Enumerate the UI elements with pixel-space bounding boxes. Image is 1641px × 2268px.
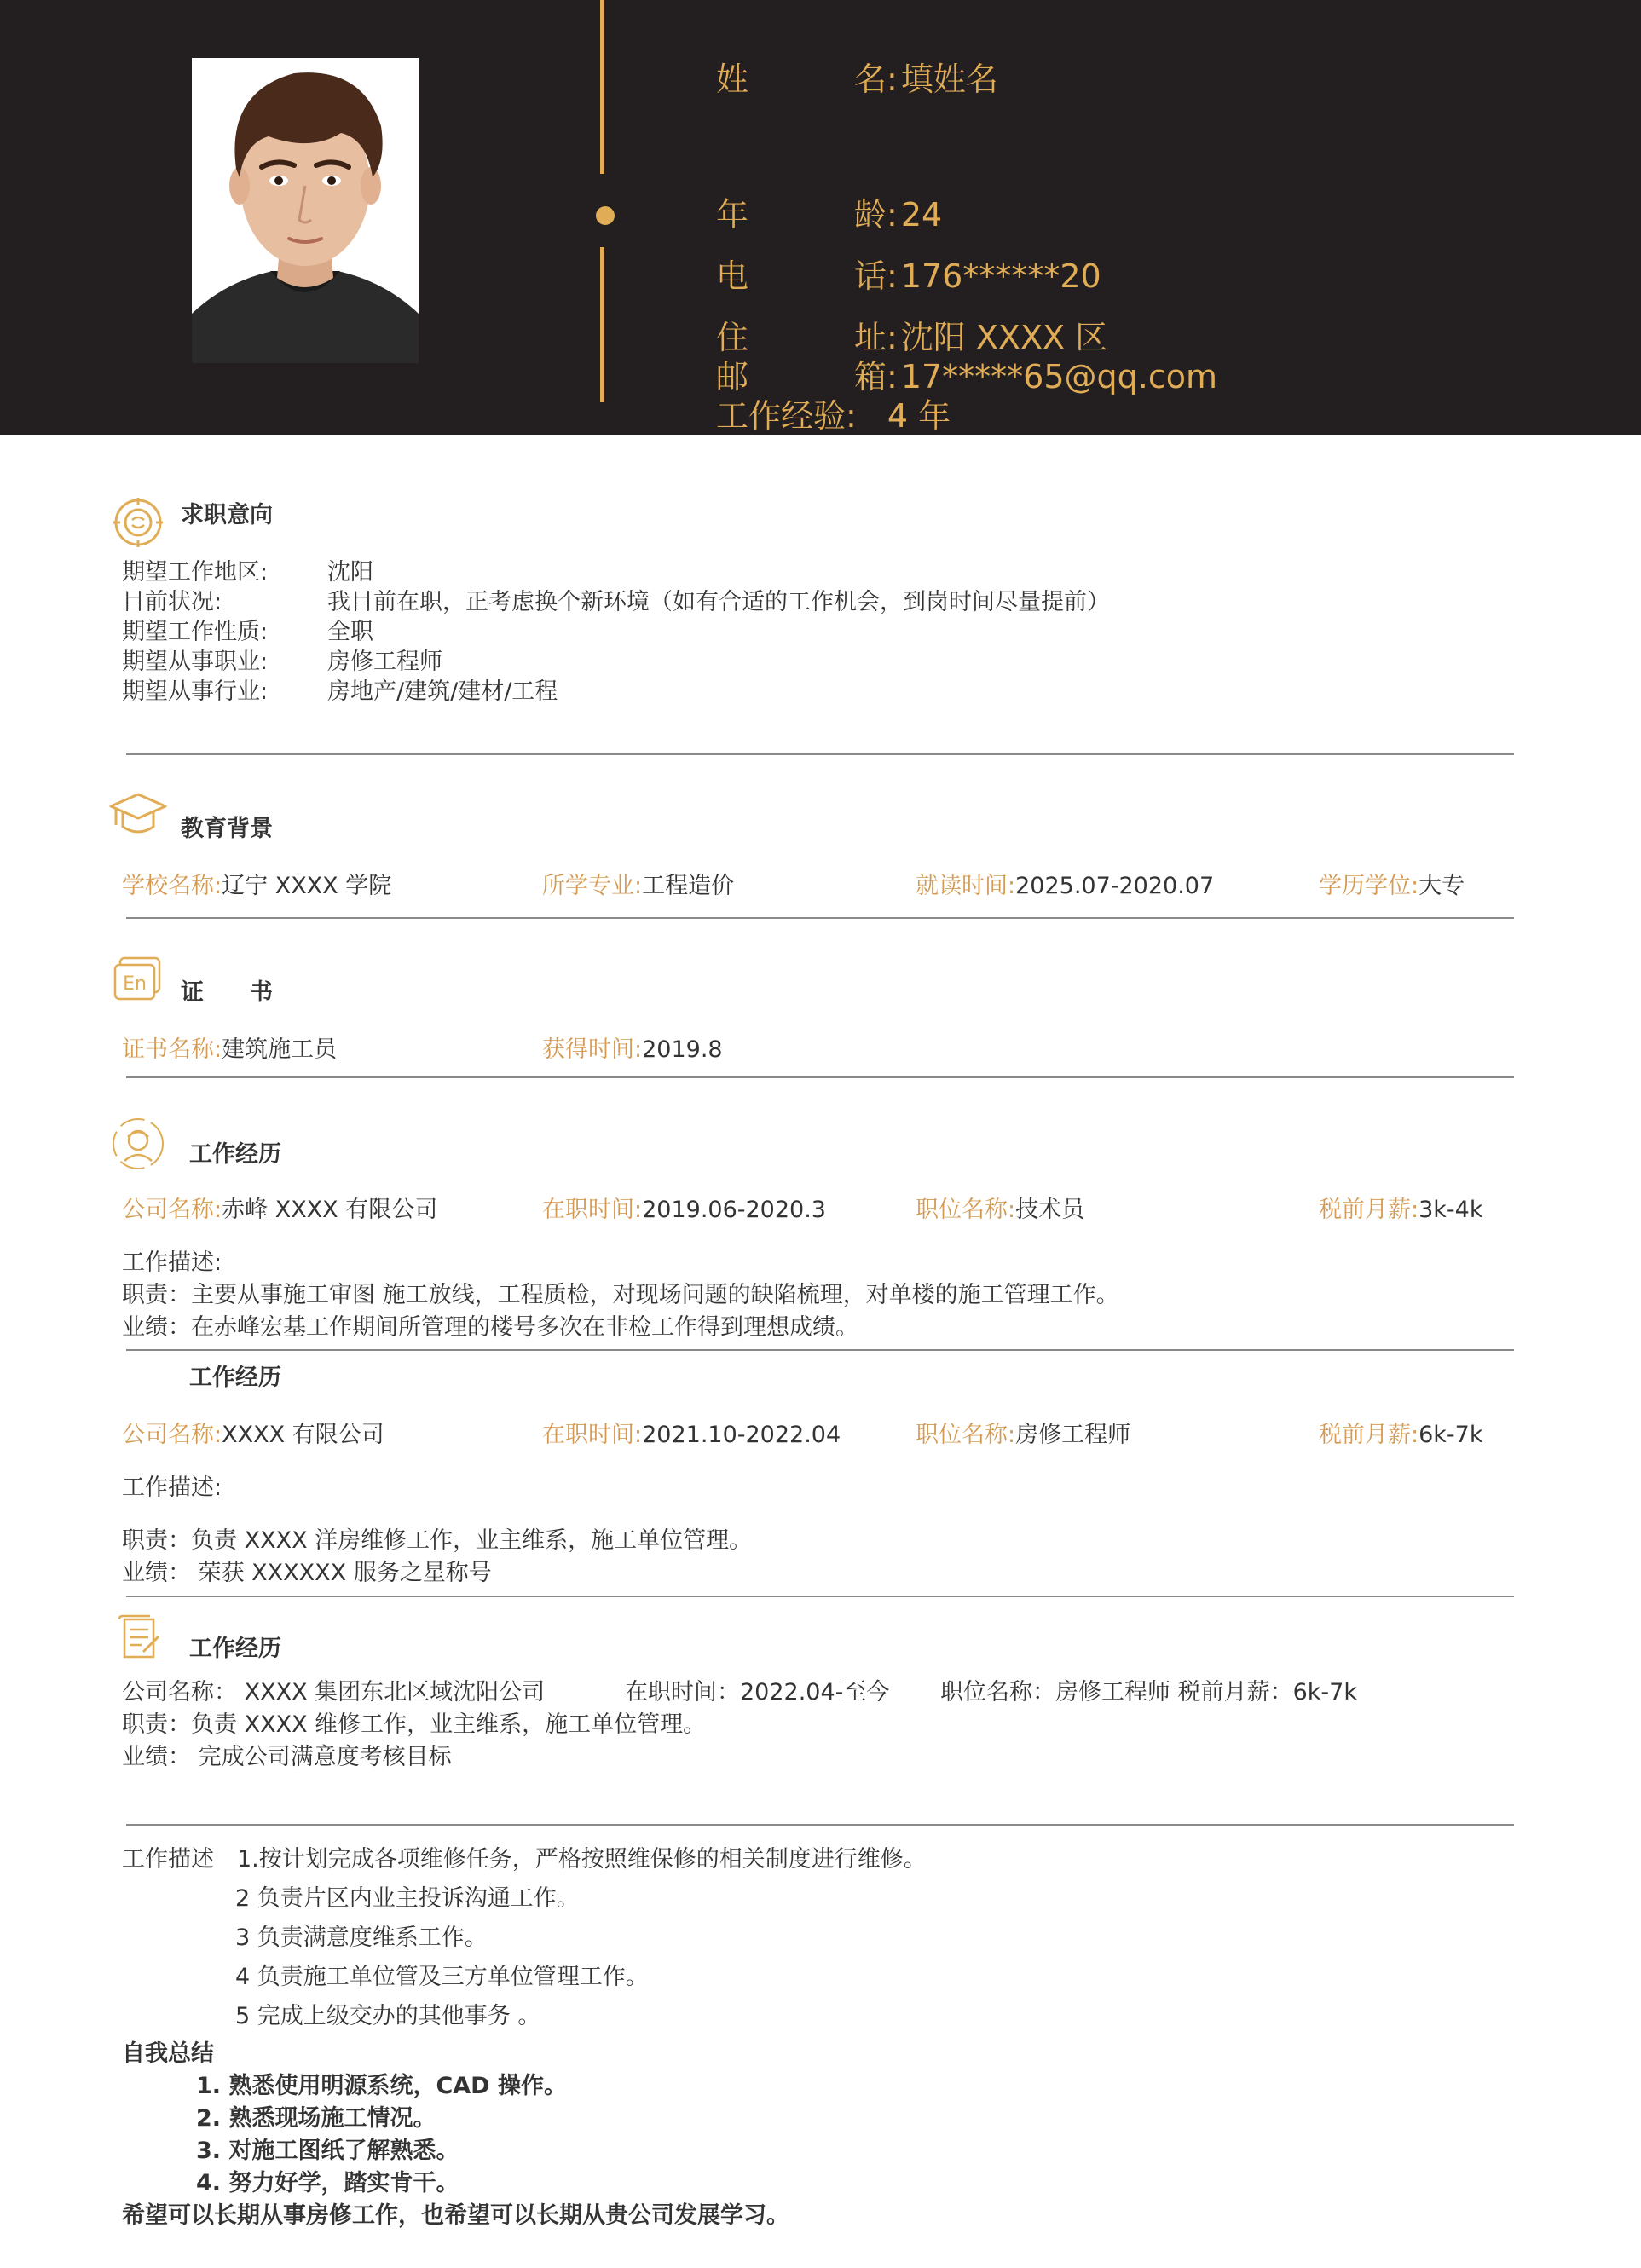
education-period [916,871,1214,902]
period-value: 2021.10-2022.04 [642,1422,841,1448]
email-label: 邮箱 [716,358,887,395]
period-label: 在职时间: [542,1197,643,1223]
education-title: 教育背景 [181,816,273,842]
experience-label: 工作经验: [716,397,857,435]
work3-title: 工作经历 [189,1636,281,1662]
intent-status-value: 我目前在职，正考虑换个新环境（如有合适的工作机会，到岗时间尽量提前） [327,589,1110,615]
certificate-title: 证 书 [181,979,273,1006]
intent-job-label: 期望从事职业: [122,649,269,675]
divider [126,1824,1514,1826]
company-value: XXXX 有限公司 [222,1422,384,1448]
avatar-illustration [192,58,419,363]
header-age-row: 年龄: 24 [716,196,943,234]
period-label: 在职时间: [542,1422,643,1448]
intent-type-label: 期望工作性质: [122,619,269,645]
worker-icon [111,1117,165,1171]
salary-label: 税前月薪: [1319,1422,1419,1448]
timeline-dot [596,206,615,225]
work1-period [542,1195,826,1226]
desc-item: 3 负责满意度维系工作。 [235,1925,488,1951]
company-value: 赤峰 XXXX 有限公司 [222,1197,438,1223]
education-degree [1319,871,1465,902]
work2-title: 工作经历 [189,1365,281,1391]
desc-item: 4 负责施工单位管及三方单位管理工作。 [235,1964,649,1990]
work3-period: 在职时间：2022.04-至今 [625,1679,890,1705]
work1-desc-label: 工作描述: [122,1249,222,1276]
summary-item: 2. 熟悉现场施工情况。 [196,2105,436,2132]
desc-item: 5 完成上级交办的其他事务 。 [235,2003,541,2029]
period-value: 2019.06-2020.3 [642,1197,826,1223]
work2-position [916,1420,1130,1451]
work1-title: 工作经历 [189,1141,281,1168]
position-value: 技术员 [1015,1197,1085,1223]
intent-industry-value: 房地产/建筑/建材/工程 [327,678,558,705]
period-value: 2025.07-2020.07 [1015,873,1215,899]
certificate-date [542,1035,723,1065]
company-label: 公司名称: [122,1197,222,1223]
resume-header [0,0,1641,435]
school-value: 辽宁 XXXX 学院 [222,873,392,899]
certificate-name [122,1035,337,1065]
cert-name-label: 证书名称: [122,1036,222,1063]
education-school [122,871,391,902]
divider [126,1596,1514,1597]
work2-company [122,1420,384,1451]
svg-text:En: En [123,973,147,995]
header-experience-row [716,396,951,436]
experience-value: 4 年 [887,397,951,435]
job-intent-title: 求职意向 [181,502,273,528]
salary-value: 3k-4k [1419,1197,1483,1223]
graduation-cap-icon [109,791,167,840]
work2-salary [1319,1420,1482,1451]
summary-item: 1. 熟悉使用明源系统，CAD 操作。 [196,2073,567,2099]
degree-label: 学历学位: [1319,873,1419,899]
name-label: 姓名 [716,61,887,98]
salary-label: 税前月薪: [1319,1197,1419,1223]
work1-position [916,1195,1084,1226]
divider [126,1076,1514,1078]
header-address-row: 住址: 沈阳 XXXX 区 [716,319,1108,356]
timeline-line-bottom [600,247,604,402]
position-label: 职位名称: [916,1197,1016,1223]
cert-name-value: 建筑施工员 [222,1036,338,1063]
intent-region-label: 期望工作地区: [122,559,269,586]
intent-region-value: 沈阳 [327,559,373,586]
summary-item: 3. 对施工图纸了解熟悉。 [196,2138,459,2164]
desc-item: 1.按计划完成各项维修任务，严格按照维保修的相关制度进行维修。 [237,1846,927,1873]
position-value: 房修工程师 [1015,1422,1131,1448]
age-value: 24 [900,196,943,234]
intent-type-value: 全职 [327,619,373,645]
cert-date-value: 2019.8 [642,1036,723,1063]
work2-achievement: 业绩： 荣获 XXXXXX 服务之星称号 [122,1560,492,1586]
work2-period [542,1420,841,1451]
company-label: 公司名称: [122,1422,222,1448]
work1-salary [1319,1195,1482,1226]
age-label: 年龄 [716,196,887,234]
divider [126,1349,1514,1351]
address-value: 沈阳 XXXX 区 [900,319,1108,356]
header-name-row: 姓名: 填姓名 [716,61,998,98]
work3-desc-label: 工作描述 [122,1846,214,1873]
position-label: 职位名称: [916,1422,1016,1448]
intent-status-label: 目前状况: [122,589,222,615]
phone-label: 电话 [716,257,887,295]
header-phone-row: 电话: 176******20 [716,257,1101,295]
summary-item: 4. 努力好学，踏实肯干。 [196,2170,459,2196]
work2-duty: 职责：负责 XXXX 洋房维修工作，业主维系，施工单位管理。 [122,1527,753,1554]
intent-job-value: 房修工程师 [327,649,442,675]
summary-closing: 希望可以长期从事房修工作，也希望可以长期从贵公司发展学习。 [122,2202,789,2229]
profile-photo [192,58,419,363]
major-value: 工程造价 [642,873,735,899]
email-value: 17*****65@qq.com [900,358,1217,395]
salary-value: 6k-7k [1419,1422,1483,1448]
work1-achievement: 业绩：在赤峰宏基工作期间所管理的楼号多次在非检工作得到理想成绩。 [122,1314,858,1341]
work1-duty: 职责：主要从事施工审图 施工放线，工程质检，对现场问题的缺陷梳理，对单楼的施工管理工作。 [122,1282,1119,1308]
education-major [542,871,734,902]
phone-value: 176******20 [900,257,1101,295]
timeline-line-top [600,0,604,174]
divider [126,753,1514,755]
work3-company: 公司名称： XXXX 集团东北区域沈阳公司 [122,1679,546,1705]
work3-achievement: 业绩： 完成公司满意度考核目标 [122,1744,452,1770]
work3-duty: 职责：负责 XXXX 维修工作，业主维系，施工单位管理。 [122,1711,707,1738]
desc-item: 2 负责片区内业主投诉沟通工作。 [235,1885,580,1912]
degree-value: 大专 [1419,873,1465,899]
address-label: 住址 [716,319,887,356]
summary-title: 自我总结 [122,2040,214,2067]
target-icon [113,498,163,547]
cert-date-label: 获得时间: [542,1036,643,1063]
work2-desc-label: 工作描述: [122,1474,222,1501]
intent-industry-label: 期望从事行业: [122,678,269,705]
name-value: 填姓名 [900,61,998,98]
header-email-row: 邮箱: 17*****65@qq.com [716,358,1217,395]
period-label: 就读时间: [916,873,1016,899]
work1-company [122,1195,437,1226]
document-icon [118,1614,162,1660]
divider [126,917,1514,919]
school-label: 学校名称: [122,873,222,899]
major-label: 所学专业: [542,873,643,899]
certificate-en-icon [113,956,163,1002]
work3-position-salary: 职位名称：房修工程师 税前月薪：6k-7k [940,1679,1357,1705]
